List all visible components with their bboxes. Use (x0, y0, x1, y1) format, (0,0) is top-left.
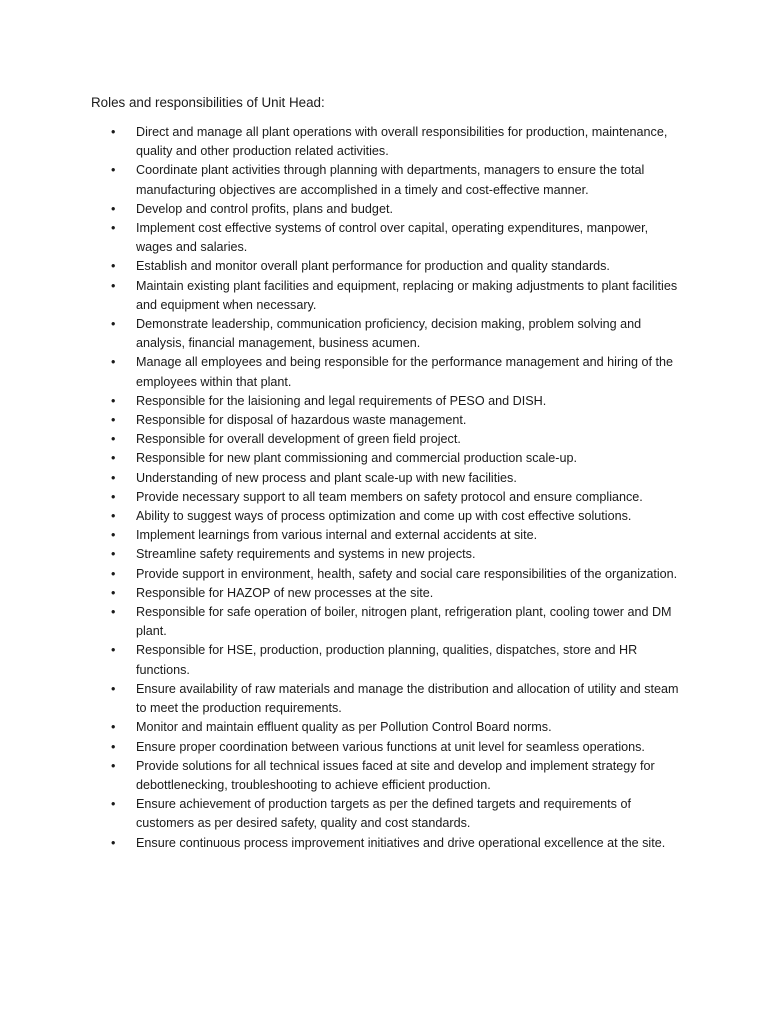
list-item-text: Responsible for disposal of hazardous waste management. (136, 413, 467, 428)
bullet-icon: • (111, 835, 116, 850)
list-item (0, 449, 684, 468)
list-item (0, 123, 684, 161)
bullet-icon: • (111, 758, 116, 773)
list-item (0, 430, 684, 449)
bullet-icon: • (111, 355, 116, 370)
bullet-icon: • (111, 125, 116, 139)
list-item-text: Develop and control profits, plans and budget. (136, 201, 393, 216)
list-item-text: Monitor and maintain effluent quality as per Pollution Control Board norms. (136, 720, 552, 735)
bullet-icon: • (111, 739, 116, 754)
bullet-icon: • (111, 413, 116, 428)
list-item (0, 603, 684, 641)
list-item (0, 277, 684, 315)
list-item-text: Ensure continuous process improvement initiatives and drive operational excellence at the site. (136, 835, 666, 850)
list-item (0, 757, 684, 795)
bullet-icon: • (111, 470, 116, 485)
list-item (0, 565, 684, 584)
list-item (0, 545, 684, 564)
list-item (0, 353, 684, 391)
list-item-text: Implement learnings from various internal and external accidents at site. (136, 528, 538, 543)
bullet-icon: • (111, 547, 116, 562)
list-item (0, 738, 684, 757)
list-item-text: Responsible for new plant commissioning and commercial production scale-up. (136, 451, 577, 466)
list-item (0, 411, 684, 430)
list-item-text: Responsible for overall development of green field project. (136, 432, 461, 447)
bullet-icon: • (111, 317, 116, 332)
bullet-icon: • (111, 278, 116, 293)
list-item (0, 526, 684, 545)
bullet-icon: • (111, 509, 116, 524)
list-item-text: Manage all employees and being responsible for the performance management and hiring of the employees within that plant. (136, 355, 673, 389)
list-item-text: Establish and monitor overall plant performance for production and quality standards. (136, 259, 610, 274)
list-item (0, 257, 684, 276)
bullet-icon: • (111, 259, 116, 274)
bullet-icon: • (111, 489, 116, 504)
bullet-icon: • (111, 221, 116, 236)
bullet-icon: • (111, 720, 116, 735)
list-item (0, 392, 684, 411)
responsibilities-list (0, 123, 768, 853)
list-item-text: Responsible for HAZOP of new processes at the site. (136, 585, 434, 600)
list-item (0, 469, 684, 488)
bullet-icon: • (111, 643, 116, 658)
list-item-text: Implement cost effective systems of control over capital, operating expenditures, manpower, wages and salaries. (136, 221, 649, 255)
list-item-text: Demonstrate leadership, communication proficiency, decision making, problem solving and analysis, financial management, business acumen. (136, 317, 642, 351)
bullet-icon: • (111, 163, 116, 178)
bullet-icon: • (111, 566, 116, 581)
list-item-text: Ability to suggest ways of process optimization and come up with cost effective solutions. (136, 509, 632, 524)
list-item (0, 161, 684, 199)
list-item (0, 507, 684, 526)
list-item-text: Streamline safety requirements and systems in new projects. (136, 547, 476, 562)
bullet-icon: • (111, 451, 116, 466)
list-item-text: Ensure proper coordination between various functions at unit level for seamless operations. (136, 739, 645, 754)
bullet-icon: • (111, 201, 116, 216)
list-item-text: Responsible for safe operation of boiler, nitrogen plant, refrigeration plant, cooling tower and DM plant. (136, 605, 672, 639)
bullet-icon: • (111, 585, 116, 600)
bullet-icon: • (111, 528, 116, 543)
list-item (0, 488, 684, 507)
bullet-icon: • (111, 681, 116, 696)
list-item-text: Responsible for the laisioning and legal requirements of PESO and DISH. (136, 393, 547, 408)
list-item-text: Provide support in environment, health, safety and social care responsibilities of the organization. (136, 566, 678, 581)
list-item (0, 641, 684, 679)
list-item (0, 200, 684, 219)
list-item-text: Ensure achievement of production targets as per the defined targets and requirements of customers as per desired safety, quality and cost standards. (136, 797, 631, 831)
bullet-icon: • (111, 432, 116, 447)
list-item-text: Responsible for HSE, production, production planning, qualities, dispatches, store and HR functions. (136, 643, 638, 677)
list-item (0, 219, 684, 257)
list-item-text: Direct and manage all plant operations with overall responsibilities for production, maintenance, quality and other production related activities. (136, 125, 668, 159)
bullet-icon: • (111, 797, 116, 812)
list-item (0, 680, 684, 718)
list-item (0, 718, 684, 737)
list-item-text: Coordinate plant activities through planning with departments, managers to ensure the total manufacturing objectives are accomplished in a timely and cost-effective manner. (136, 163, 645, 197)
list-item-text: Understanding of new process and plant scale-up with new facilities. (136, 470, 517, 485)
list-item-text: Provide necessary support to all team members on safety protocol and ensure compliance. (136, 489, 643, 504)
list-item-text: Provide solutions for all technical issues faced at site and develop and implement strategy for debottlenecking, troubleshooting to achieve efficient production. (136, 758, 655, 792)
bullet-icon: • (111, 605, 116, 620)
list-item (0, 795, 684, 833)
list-item (0, 834, 684, 853)
list-item-text: Maintain existing plant facilities and equipment, replacing or making adjustments to plant facilities and equipment when necessary. (136, 278, 678, 312)
list-item-text: Ensure availability of raw materials and manage the distribution and allocation of utility and steam to meet the production requirements. (136, 681, 679, 716)
document-heading: Roles and responsibilities of Unit Head: (91, 95, 325, 110)
list-item (0, 315, 684, 353)
bullet-icon: • (111, 393, 116, 408)
list-item (0, 584, 684, 603)
